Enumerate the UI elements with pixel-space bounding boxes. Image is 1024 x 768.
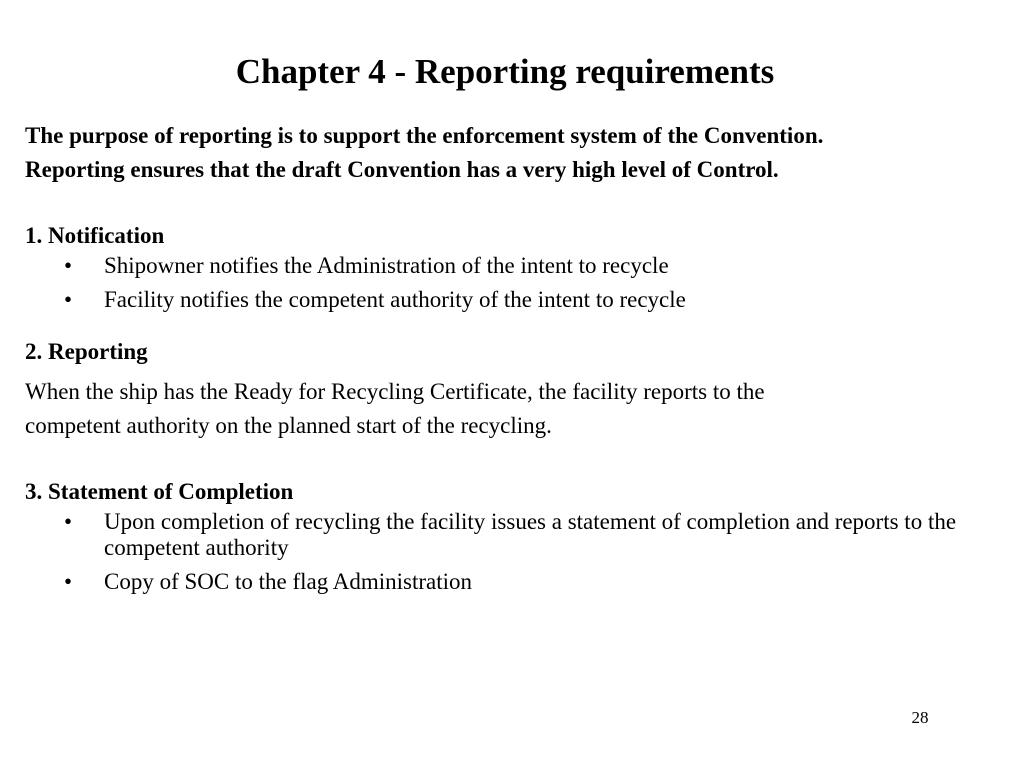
list-item-text: Facility notifies the competent authority of the intent to recycle: [104, 287, 686, 312]
list-item-text: Copy of SOC to the flag Administration: [104, 569, 472, 594]
section-heading: 1. Notification: [25, 223, 165, 248]
slide-title: Chapter 4 - Reporting requirements: [235, 52, 775, 91]
slide-content: [25, 119, 1015, 603]
intro-block: [25, 119, 1015, 187]
paragraph-line: competent authority on the planned start of the recycling.: [25, 413, 552, 438]
bullet-list: [25, 509, 1015, 595]
bullet-icon: •: [64, 253, 73, 278]
section-completion: [25, 475, 1015, 595]
list-item: [25, 253, 1015, 279]
paragraph-line: When the ship has the Ready for Recycling Certificate, the facility reports to the: [25, 379, 765, 404]
list-item: [25, 287, 1015, 313]
list-item-text: Upon completion of recycling the facility issues a statement of completion and reports to the competent authority: [104, 509, 957, 560]
intro-line: The purpose of reporting is to support the enforcement system of the Convention.: [25, 123, 824, 148]
section-notification: [25, 219, 1015, 313]
bullet-icon: •: [64, 569, 73, 594]
bullet-icon: •: [64, 287, 73, 312]
bullet-icon: •: [64, 509, 73, 534]
section-reporting: [25, 335, 1015, 443]
bullet-list: [25, 253, 1015, 313]
list-item-text: Shipowner notifies the Administration of the intent to recycle: [104, 253, 669, 278]
intro-line: Reporting ensures that the draft Convention has a very high level of Control.: [25, 157, 779, 182]
section-heading: 3. Statement of Completion: [25, 479, 294, 504]
section-heading: 2. Reporting: [25, 339, 148, 364]
list-item: [25, 509, 1015, 561]
page-number: 28: [911, 708, 929, 727]
list-item: [25, 569, 1015, 595]
